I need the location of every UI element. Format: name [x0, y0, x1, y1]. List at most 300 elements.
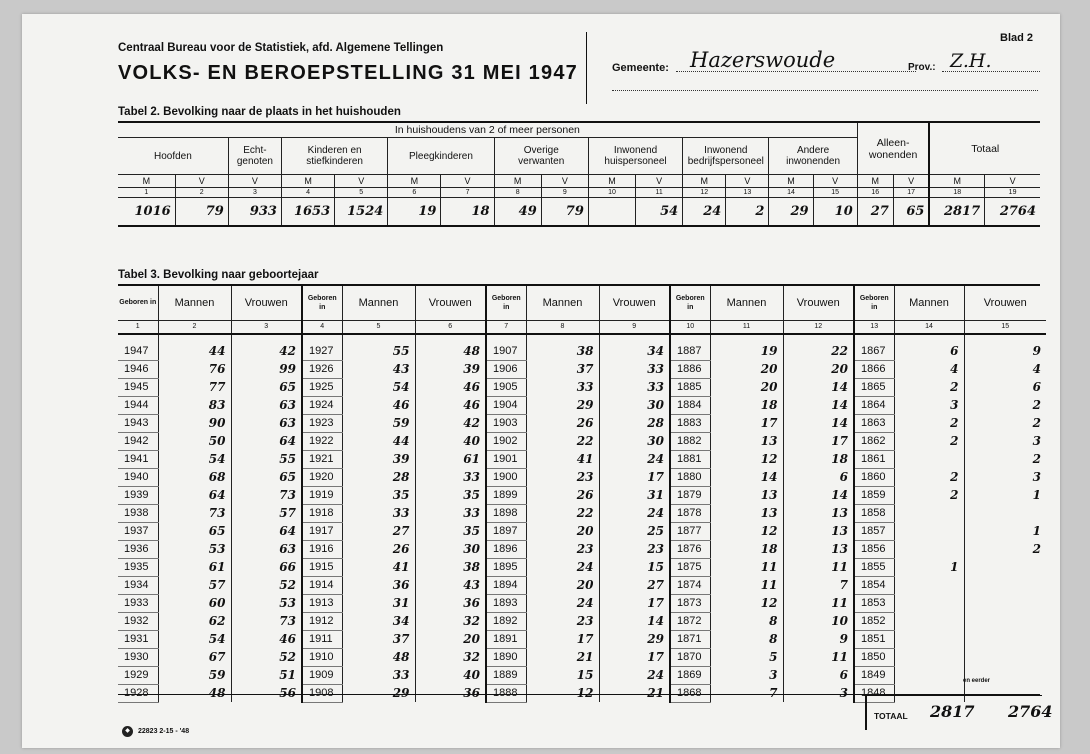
mannen-count: 68 [158, 468, 231, 486]
t2-sex-label: M [588, 175, 635, 188]
t3-col-number: 9 [599, 320, 670, 334]
mannen-count: 12 [710, 594, 783, 612]
mannen-count [894, 540, 964, 558]
mannen-count: 21 [526, 648, 599, 666]
vrouwen-count [964, 504, 1046, 522]
t2-value: 27 [857, 198, 893, 226]
mannen-count: 22 [526, 432, 599, 450]
geboren-header: Geboren in [854, 286, 894, 320]
mannen-count: 23 [526, 540, 599, 558]
t2-sex-label: V [893, 175, 929, 188]
table-row [118, 468, 1046, 486]
mannen-count: 39 [342, 450, 415, 468]
mannen-count: 73 [158, 504, 231, 522]
mannen-count: 15 [526, 666, 599, 684]
mannen-count: 13 [710, 504, 783, 522]
t2-sex-label: V [441, 175, 494, 188]
birth-year: 1946 [118, 360, 158, 378]
mannen-count: 77 [158, 378, 231, 396]
census-sheet [22, 14, 1060, 748]
vrouwen-count: 2 [964, 396, 1046, 414]
vrouwen-count: 66 [231, 558, 302, 576]
vrouwen-count: 1 [964, 522, 1046, 540]
t2-sex-label: V [335, 175, 388, 188]
t2-col-number: 12 [683, 188, 726, 198]
birth-year: 1935 [118, 558, 158, 576]
mannen-count: 17 [710, 414, 783, 432]
birth-year: 1889 [486, 666, 526, 684]
mannen-count [894, 594, 964, 612]
vrouwen-count: 23 [599, 540, 670, 558]
vrouwen-count: 38 [415, 558, 486, 576]
mannen-count: 59 [342, 414, 415, 432]
t2-col-header: Inwonend huispersoneel [588, 138, 682, 175]
t3-col-number: 12 [783, 320, 854, 334]
mannen-count: 43 [342, 360, 415, 378]
vrouwen-count: 3 [964, 468, 1046, 486]
birth-year: 1899 [486, 486, 526, 504]
birth-year: 1869 [670, 666, 710, 684]
birth-year: 1944 [118, 396, 158, 414]
mannen-count: 64 [158, 486, 231, 504]
mannen-count: 3 [710, 666, 783, 684]
vrouwen-count: 30 [599, 396, 670, 414]
birth-year: 1849 [854, 666, 894, 684]
t2-sex-label: V [228, 175, 281, 188]
vrouwen-count: 42 [231, 343, 302, 361]
birth-year: 1848 [854, 684, 894, 702]
vrouwen-count: 52 [231, 648, 302, 666]
vrouwen-count: 63 [231, 540, 302, 558]
t2-value: 49 [494, 198, 541, 226]
mannen-count: 48 [342, 648, 415, 666]
vrouwen-count [964, 612, 1046, 630]
t2-value: 24 [683, 198, 726, 226]
vrouwen-count: 61 [415, 450, 486, 468]
vrouwen-count: 11 [783, 558, 854, 576]
birth-year: 1915 [302, 558, 342, 576]
birth-year: 1860 [854, 468, 894, 486]
vrouwen-count: 32 [415, 648, 486, 666]
prov-value: Z.H. [942, 50, 1040, 72]
mannen-count: 23 [526, 468, 599, 486]
mannen-count: 38 [526, 343, 599, 361]
mannen-count: 83 [158, 396, 231, 414]
birth-year: 1917 [302, 522, 342, 540]
birth-year: 1897 [486, 522, 526, 540]
mannen-count: 54 [158, 450, 231, 468]
t3-col-number: 1 [118, 320, 158, 334]
t3-col-number: 13 [854, 320, 894, 334]
vrouwen-header: Vrouwen [415, 286, 486, 320]
mannen-count: 26 [342, 540, 415, 558]
group-header: In huishoudens van 2 of meer personen [394, 124, 580, 136]
vrouwen-count: 99 [231, 360, 302, 378]
t3-col-number: 14 [894, 320, 964, 334]
birth-year: 1880 [670, 468, 710, 486]
birth-year: 1930 [118, 648, 158, 666]
birth-year: 1932 [118, 612, 158, 630]
birth-year: 1874 [670, 576, 710, 594]
birth-year: 1939 [118, 486, 158, 504]
mannen-count: 24 [526, 558, 599, 576]
mannen-header: Mannen [342, 286, 415, 320]
mannen-count: 24 [526, 594, 599, 612]
t2-col-number: 3 [228, 188, 281, 198]
vrouwen-count: 30 [415, 540, 486, 558]
vrouwen-count: 65 [231, 378, 302, 396]
mannen-count: 76 [158, 360, 231, 378]
mannen-count: 5 [710, 648, 783, 666]
vrouwen-count: 36 [415, 594, 486, 612]
address-line [612, 90, 1038, 91]
mannen-count: 57 [158, 576, 231, 594]
birth-year: 1878 [670, 504, 710, 522]
mannen-count: 54 [342, 378, 415, 396]
vrouwen-count: 25 [599, 522, 670, 540]
birth-year: 1877 [670, 522, 710, 540]
t2-sex-label: M [388, 175, 441, 188]
birth-year: 1885 [670, 378, 710, 396]
vrouwen-header: Vrouwen [231, 286, 302, 320]
birth-year: 1934 [118, 576, 158, 594]
mannen-count: 53 [158, 540, 231, 558]
mannen-count [894, 576, 964, 594]
mannen-count: 62 [158, 612, 231, 630]
tabel2 [118, 123, 1040, 227]
vrouwen-count: 64 [231, 432, 302, 450]
mannen-count: 41 [526, 450, 599, 468]
birth-year: 1920 [302, 468, 342, 486]
birth-year: 1893 [486, 594, 526, 612]
table-row [118, 648, 1046, 666]
t2-value: 79 [541, 198, 588, 226]
birth-year: 1916 [302, 540, 342, 558]
totaal-label: TOTAAL [874, 711, 908, 721]
gemeente-value: Hazerswoude [676, 48, 916, 72]
t2-value: 1016 [118, 198, 175, 226]
vrouwen-count: 33 [415, 468, 486, 486]
birth-year: 1912 [302, 612, 342, 630]
mannen-count: 61 [158, 558, 231, 576]
mannen-count: 23 [526, 612, 599, 630]
mannen-count: 7 [710, 684, 783, 702]
birth-year: 1914 [302, 576, 342, 594]
mannen-count: 13 [710, 486, 783, 504]
birth-year: 1928 [118, 684, 158, 702]
t2-sex-label: M [683, 175, 726, 188]
birth-year: 1868 [670, 684, 710, 702]
vrouwen-count: 21 [599, 684, 670, 702]
geboren-header: Geboren in [302, 286, 342, 320]
vrouwen-count: 46 [415, 378, 486, 396]
birth-year: 1861 [854, 450, 894, 468]
cbs-logo-icon: ◆ [122, 726, 133, 737]
mannen-count: 12 [710, 450, 783, 468]
birth-year: 1902 [486, 432, 526, 450]
totaal-mannen: 2817 [930, 702, 975, 721]
t2-value: 18 [441, 198, 494, 226]
vrouwen-count: 43 [415, 576, 486, 594]
mannen-count: 20 [710, 378, 783, 396]
mannen-count: 54 [158, 630, 231, 648]
table-row [118, 594, 1046, 612]
tabel3 [118, 286, 1046, 703]
birth-year: 1875 [670, 558, 710, 576]
vrouwen-count: 57 [231, 504, 302, 522]
vrouwen-count: 32 [415, 612, 486, 630]
mannen-count: 8 [710, 612, 783, 630]
birth-year: 1937 [118, 522, 158, 540]
t2-sex-label: V [985, 175, 1040, 188]
table-row [118, 414, 1046, 432]
mannen-header: Mannen [894, 286, 964, 320]
table-row [118, 360, 1046, 378]
t2-value: 10 [813, 198, 857, 226]
mannen-count: 19 [710, 343, 783, 361]
mannen-count [894, 612, 964, 630]
vrouwen-count [964, 630, 1046, 648]
vrouwen-count: 30 [599, 432, 670, 450]
t2-sex-label: V [636, 175, 683, 188]
t2-col-header: Inwonend bedrijfspersoneel [683, 138, 769, 175]
vrouwen-count: 2 [964, 540, 1046, 558]
t2-sex-label: M [769, 175, 813, 188]
t2-col-number: 15 [813, 188, 857, 198]
t2-value: 1653 [281, 198, 334, 226]
vrouwen-count: 7 [783, 576, 854, 594]
mannen-count: 67 [158, 648, 231, 666]
geboren-header: Geboren in [486, 286, 526, 320]
birth-year: 1872 [670, 612, 710, 630]
form-title: VOLKS- EN BEROEPSTELLING 31 MEI 1947 [118, 62, 578, 84]
mannen-count: 59 [158, 666, 231, 684]
t2-sex-label: M [494, 175, 541, 188]
mannen-count: 11 [710, 576, 783, 594]
vrouwen-count: 40 [415, 666, 486, 684]
vrouwen-count: 46 [415, 396, 486, 414]
t3-col-number: 4 [302, 320, 342, 334]
t2-value: 29 [769, 198, 813, 226]
vrouwen-count: 36 [415, 684, 486, 702]
vrouwen-count: 9 [783, 630, 854, 648]
birth-year: 1933 [118, 594, 158, 612]
mannen-count: 44 [342, 432, 415, 450]
mannen-count: 90 [158, 414, 231, 432]
mannen-count: 14 [710, 468, 783, 486]
birth-year: 1870 [670, 648, 710, 666]
t3-col-number: 5 [342, 320, 415, 334]
vrouwen-count [964, 576, 1046, 594]
mannen-count: 55 [342, 343, 415, 361]
t2-col-number: 1 [118, 188, 175, 198]
mannen-count [894, 666, 964, 684]
vrouwen-count: 31 [599, 486, 670, 504]
birth-year: 1894 [486, 576, 526, 594]
birth-year: 1884 [670, 396, 710, 414]
vrouwen-count [964, 558, 1046, 576]
birth-year: 1852 [854, 612, 894, 630]
mannen-count: 29 [526, 396, 599, 414]
mannen-count: 20 [526, 522, 599, 540]
birth-year: 1857 [854, 522, 894, 540]
vrouwen-count: 13 [783, 504, 854, 522]
t2-sex-label: M [118, 175, 175, 188]
mannen-count: 37 [526, 360, 599, 378]
mannen-count: 50 [158, 432, 231, 450]
t2-col-header: Echt- genoten [228, 138, 281, 175]
birth-year: 1921 [302, 450, 342, 468]
vrouwen-count: 63 [231, 396, 302, 414]
t3-col-number: 8 [526, 320, 599, 334]
t2-col-number: 14 [769, 188, 813, 198]
birth-year: 1895 [486, 558, 526, 576]
vrouwen-count: 14 [783, 486, 854, 504]
t3-col-number: 15 [964, 320, 1046, 334]
mannen-count: 12 [526, 684, 599, 702]
vrouwen-count: 14 [783, 396, 854, 414]
birth-year: 1871 [670, 630, 710, 648]
birth-year: 1905 [486, 378, 526, 396]
vrouwen-count: 48 [415, 343, 486, 361]
table-row [118, 576, 1046, 594]
vrouwen-count: 14 [783, 378, 854, 396]
alleen-header: Alleen- wonenden [857, 123, 929, 175]
mannen-count: 13 [710, 432, 783, 450]
birth-year: 1918 [302, 504, 342, 522]
mannen-count: 20 [710, 360, 783, 378]
t2-col-number: 6 [388, 188, 441, 198]
vrouwen-count: 46 [231, 630, 302, 648]
vrouwen-count: 15 [599, 558, 670, 576]
birth-year: 1859 [854, 486, 894, 504]
vrouwen-count: 63 [231, 414, 302, 432]
t3-col-number: 11 [710, 320, 783, 334]
table-row [118, 504, 1046, 522]
birth-year: 1907 [486, 343, 526, 361]
table-row [118, 396, 1046, 414]
t3-col-number: 10 [670, 320, 710, 334]
vrouwen-count: 52 [231, 576, 302, 594]
vrouwen-count: 24 [599, 450, 670, 468]
birth-year: 1865 [854, 378, 894, 396]
birth-year: 1925 [302, 378, 342, 396]
vrouwen-count: 4 [964, 360, 1046, 378]
vrouwen-count: 24 [599, 504, 670, 522]
table-row [118, 343, 1046, 361]
birth-year: 1855 [854, 558, 894, 576]
t2-value: 65 [893, 198, 929, 226]
mannen-count: 12 [710, 522, 783, 540]
mannen-count: 35 [342, 486, 415, 504]
birth-year: 1883 [670, 414, 710, 432]
mannen-count: 17 [526, 630, 599, 648]
mannen-count: 46 [342, 396, 415, 414]
t2-sex-label: M [929, 175, 984, 188]
vrouwen-count: 33 [599, 360, 670, 378]
t2-value: 2 [726, 198, 769, 226]
birth-year: 1879 [670, 486, 710, 504]
vrouwen-count: 39 [415, 360, 486, 378]
t2-col-number: 18 [929, 188, 984, 198]
vrouwen-header: Vrouwen [599, 286, 670, 320]
t2-col-number: 11 [636, 188, 683, 198]
t2-col-number: 19 [985, 188, 1040, 198]
t2-col-header: Andere inwonenden [769, 138, 857, 175]
vrouwen-count: 29 [599, 630, 670, 648]
vrouwen-count: 42 [415, 414, 486, 432]
birth-year: 1941 [118, 450, 158, 468]
birth-year: 1876 [670, 540, 710, 558]
vrouwen-count: 33 [415, 504, 486, 522]
birth-year: 1856 [854, 540, 894, 558]
mannen-count: 2 [894, 486, 964, 504]
t3-col-number: 6 [415, 320, 486, 334]
birth-year: 1936 [118, 540, 158, 558]
vrouwen-count: 6 [783, 468, 854, 486]
mannen-header: Mannen [158, 286, 231, 320]
birth-year: 1881 [670, 450, 710, 468]
vrouwen-count: 17 [599, 648, 670, 666]
t2-col-header: Overige verwanten [494, 138, 588, 175]
mannen-count: 41 [342, 558, 415, 576]
table-row [118, 378, 1046, 396]
vrouwen-count: 27 [599, 576, 670, 594]
t2-value: 54 [636, 198, 683, 226]
table-row [118, 612, 1046, 630]
vrouwen-count: 10 [783, 612, 854, 630]
t2-value [588, 198, 635, 226]
mannen-count [894, 648, 964, 666]
birth-year: 1887 [670, 343, 710, 361]
vrouwen-count: 55 [231, 450, 302, 468]
birth-year: 1919 [302, 486, 342, 504]
birth-year: 1926 [302, 360, 342, 378]
vrouwen-count: 20 [415, 630, 486, 648]
mannen-count: 6 [894, 343, 964, 361]
table-row [118, 450, 1046, 468]
birth-year: 1943 [118, 414, 158, 432]
vrouwen-count: 64 [231, 522, 302, 540]
t2-sex-label: V [726, 175, 769, 188]
birth-year: 1864 [854, 396, 894, 414]
t2-value: 2764 [985, 198, 1040, 226]
t2-col-number: 2 [175, 188, 228, 198]
t2-col-header: Kinderen en stiefkinderen [281, 138, 387, 175]
birth-year: 1858 [854, 504, 894, 522]
mannen-count: 22 [526, 504, 599, 522]
t2-col-header: Hoofden [118, 138, 228, 175]
mannen-count: 37 [342, 630, 415, 648]
mannen-count: 18 [710, 396, 783, 414]
vrouwen-count: 56 [231, 684, 302, 702]
t2-col-number: 9 [541, 188, 588, 198]
vrouwen-count: 13 [783, 540, 854, 558]
birth-year: 1863 [854, 414, 894, 432]
t2-col-number: 17 [893, 188, 929, 198]
vrouwen-count: 24 [599, 666, 670, 684]
mannen-count: 8 [710, 630, 783, 648]
geboren-header: Geboren in [670, 286, 710, 320]
vrouwen-count: 14 [783, 414, 854, 432]
birth-year: 1927 [302, 343, 342, 361]
birth-year: 1923 [302, 414, 342, 432]
mannen-count: 26 [526, 414, 599, 432]
birth-year: 1910 [302, 648, 342, 666]
t2-col-number: 4 [281, 188, 334, 198]
birth-year: 1906 [486, 360, 526, 378]
birth-year: 1873 [670, 594, 710, 612]
